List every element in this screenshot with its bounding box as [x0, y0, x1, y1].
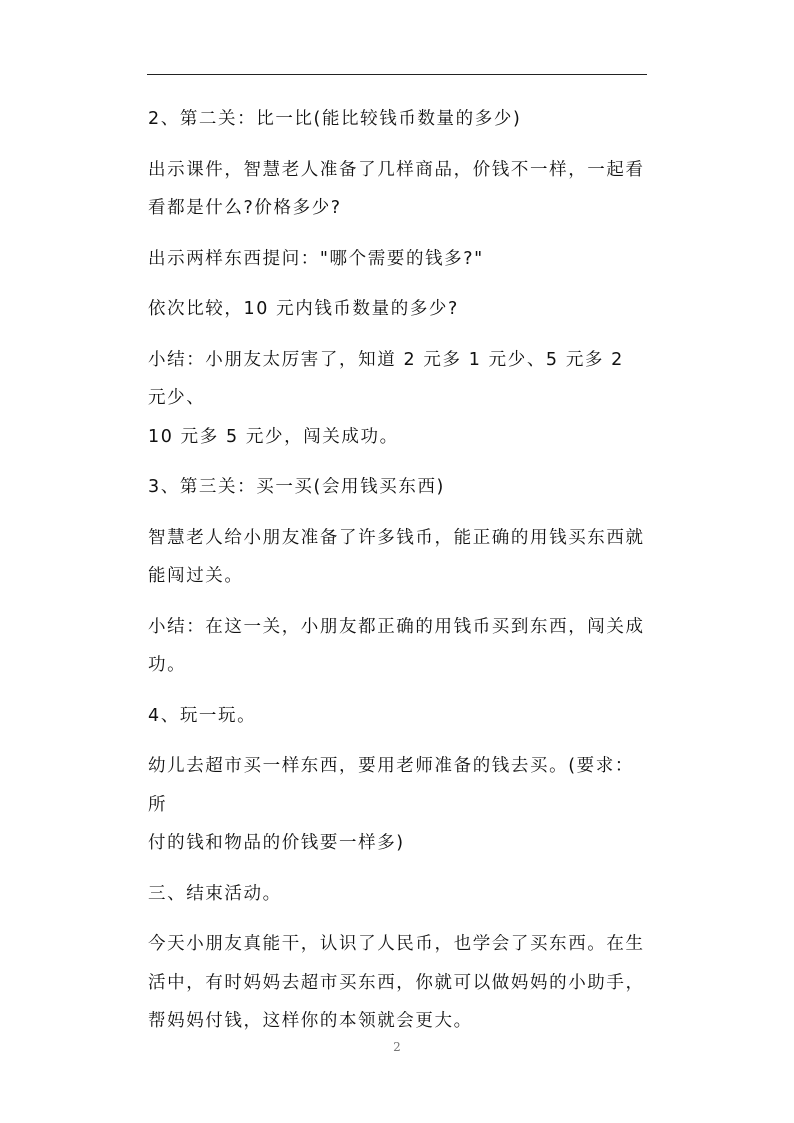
paragraph-summary-one	[148, 341, 646, 457]
paragraph-supermarket	[148, 747, 646, 863]
text-line: 出示课件，智慧老人准备了几样商品，价钱不一样，一起看	[148, 159, 645, 180]
text-line: 4、玩一玩。	[148, 705, 257, 726]
paragraph-show-courseware	[148, 151, 646, 228]
text-line: 3、第三关：买一买(会用钱买东西)	[148, 477, 445, 497]
paragraph-stage-three-heading	[148, 468, 646, 507]
paragraph-end-activity-heading	[148, 875, 646, 914]
text-line: 三、结束活动。	[148, 883, 282, 904]
text-line: 帮妈妈付钱，这样你的本领就会更大。	[148, 1011, 473, 1031]
paragraph-compare	[148, 290, 646, 329]
text-line: 看都是什么?价格多少?	[148, 198, 342, 218]
text-line: 功。	[148, 655, 187, 675]
paragraph-conclusion	[148, 925, 646, 1041]
header-rule	[147, 74, 647, 75]
text-line: 10 元多 5 元少，闯关成功。	[148, 426, 399, 447]
text-line: 出示两样东西提问："哪个需要的钱多?"	[148, 248, 484, 269]
paragraph-summary-two	[148, 608, 646, 685]
text-line: 能闯过关。	[148, 566, 244, 586]
text-line: 智慧老人给小朋友准备了许多钱币，能正确的用钱买东西就	[148, 527, 645, 548]
text-line: 幼儿去超市买一样东西，要用老师准备的钱去买。(要求：所	[148, 756, 634, 815]
text-line: 小结：在这一关，小朋友都正确的用钱币买到东西，闯关成	[148, 616, 645, 637]
document-body	[148, 100, 646, 1041]
text-line: 付的钱和物品的价钱要一样多)	[148, 833, 405, 853]
text-line: 今天小朋友真能干，认识了人民币，也学会了买东西。在生	[148, 934, 645, 954]
text-line: 2、第二关：比一比(能比较钱币数量的多少)	[148, 109, 522, 129]
paragraph-prepare-coins	[148, 519, 646, 596]
text-line: 活中，有时妈妈去超市买东西，你就可以做妈妈的小助手，	[148, 972, 645, 993]
text-line: 小结：小朋友太厉害了，知道 2 元多 1 元少、5 元多 2 元少、	[148, 349, 624, 408]
paragraph-stage-two-heading	[148, 100, 646, 139]
paragraph-stage-four-heading	[148, 697, 646, 736]
text-line: 依次比较，10 元内钱币数量的多少?	[148, 299, 459, 319]
paragraph-ask-question	[148, 240, 646, 279]
page-number: 2	[393, 1040, 401, 1054]
